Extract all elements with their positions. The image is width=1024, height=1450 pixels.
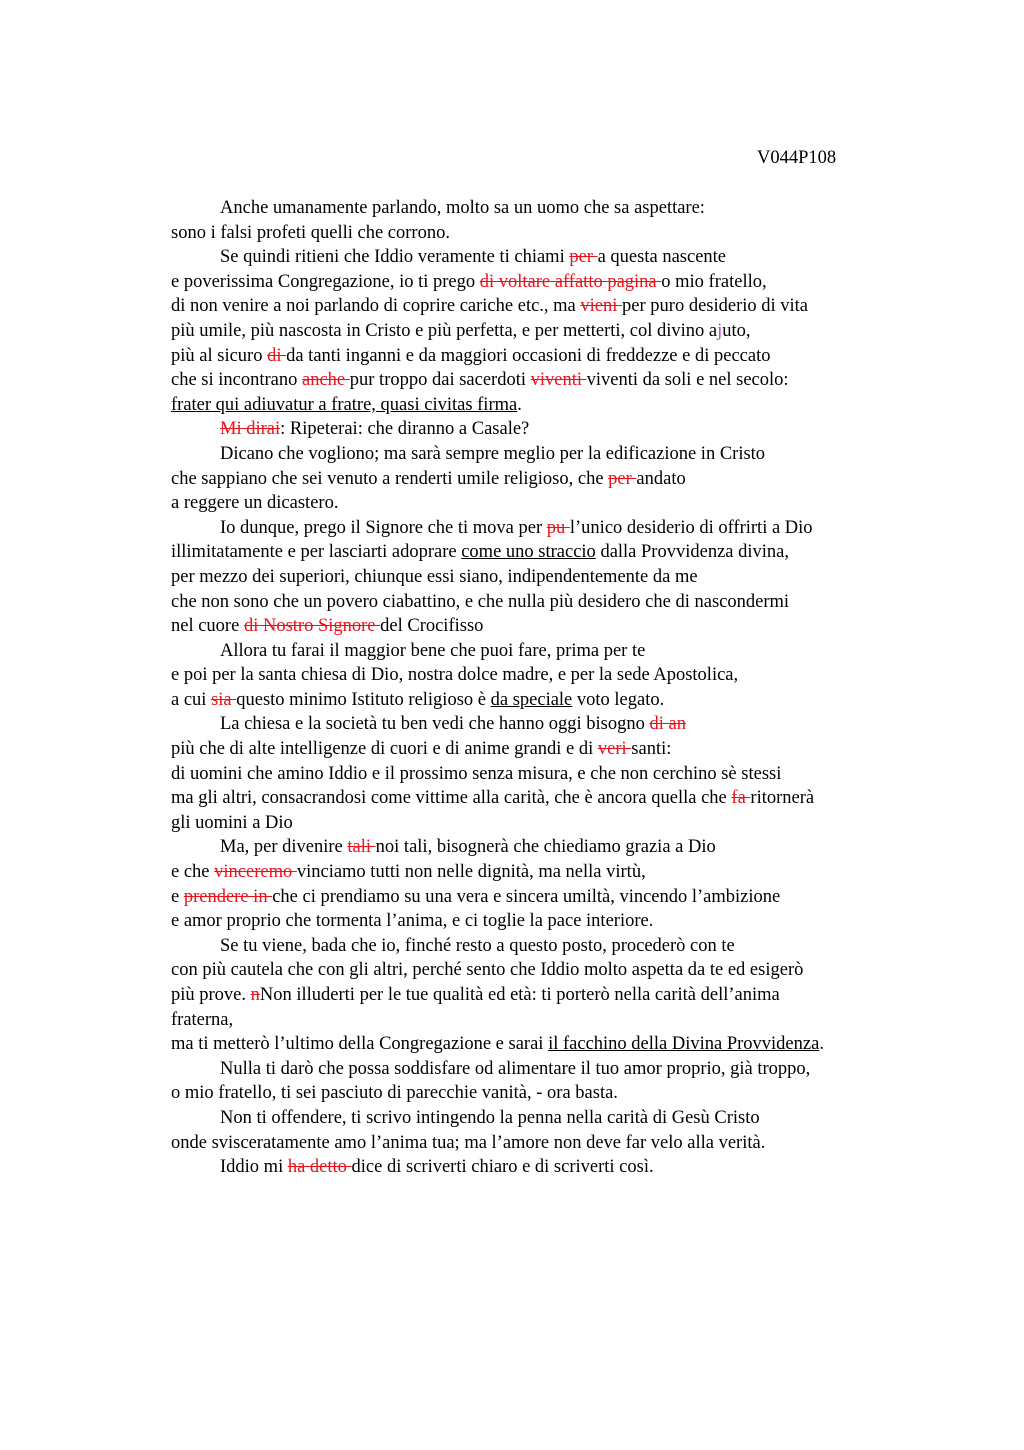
deleted-text: di an <box>649 714 686 735</box>
text-line <box>171 1131 911 1156</box>
text-run: di non venire a noi parlando di coprire cariche etc., ma <box>171 296 581 317</box>
text-line <box>171 1081 911 1106</box>
text-line <box>171 270 911 295</box>
text-line <box>171 885 911 910</box>
deleted-text: fa <box>731 788 751 809</box>
deleted-text: di <box>267 345 287 366</box>
text-run: a cui <box>171 689 212 710</box>
text-line <box>171 417 911 442</box>
text-line <box>171 196 911 221</box>
text-line <box>171 467 911 492</box>
text-line <box>171 811 911 836</box>
text-run: Non ti offendere, ti scrivo intingendo la penna nella carità di Gesù Cristo <box>220 1107 760 1128</box>
text-run: l’unico desiderio di offrirti a Dio <box>569 517 813 538</box>
text-run: a reggere un dicastero. <box>171 493 339 514</box>
text-run: andato <box>636 468 686 489</box>
text-run: ma ti metterò l’ultimo della Congregazione e sarai <box>171 1034 549 1055</box>
text-run: a questa nascente <box>597 247 727 268</box>
text-run: per puro desiderio di vita <box>622 296 809 317</box>
text-run: Dicano che vogliono; ma sarà sempre meglio per la edificazione in Cristo <box>220 443 766 464</box>
text-line <box>171 294 911 319</box>
deleted-text: pu <box>546 517 570 538</box>
text-run: che si incontrano <box>171 370 302 391</box>
text-run: e poverissima Congregazione, io ti prego <box>171 271 480 292</box>
text-run: onde svisceratamente amo l’anima tua; ma l’amore non deve far velo alla verità. <box>171 1132 766 1153</box>
text-line <box>171 245 911 270</box>
text-run: del Crocifisso <box>380 616 484 637</box>
text-line <box>171 958 911 983</box>
text-line <box>171 663 911 688</box>
text-run: Io dunque, prego il Signore che ti mova per <box>220 517 547 538</box>
underlined-text: da speciale <box>490 689 573 710</box>
text-run: ritornerà <box>750 788 815 809</box>
text-run: Anche umanamente parlando, molto sa un uomo che sa aspettare: <box>220 198 705 218</box>
text-run: per mezzo dei superiori, chiunque essi siano, indipendentemente da me <box>171 566 698 587</box>
text-run: sono i falsi profeti quelli che corrono. <box>171 222 450 243</box>
text-run: dice di scriverti chiaro e di scriverti così. <box>351 1157 654 1178</box>
text-run: Iddio mi <box>220 1157 288 1178</box>
underlined-text: il facchino della Divina Provvidenza <box>548 1034 820 1055</box>
text-line <box>171 565 911 590</box>
text-line <box>171 344 911 369</box>
deleted-text: di voltare affatto pagina <box>479 271 662 292</box>
deleted-text: sia <box>211 689 237 710</box>
text-run: che non sono che un povero ciabattino, e che nulla più desidero che di nascondermi <box>171 591 790 612</box>
text-run: dalla Provvidenza divina, <box>595 542 789 563</box>
text-run: . <box>819 1034 824 1055</box>
text-line <box>171 909 911 934</box>
text-run: questo minimo Istituto religioso è <box>236 689 491 710</box>
text-run: nel cuore <box>171 616 244 637</box>
text-run: e poi per la santa chiesa di Dio, nostra dolce madre, e per la sede Apostolica, <box>171 665 739 686</box>
text-run: : Ripeterai: che diranno a Casale? <box>280 419 530 440</box>
deleted-text: anche <box>302 370 350 391</box>
text-line <box>171 639 911 664</box>
text-run: vinciamo tutti non nelle dignità, ma nella virtù, <box>296 862 646 883</box>
text-run: più umile, più nascosta in Cristo e più perfetta, e per metterti, col divino a <box>171 320 718 341</box>
text-line <box>171 393 911 418</box>
text-line <box>171 614 911 639</box>
text-run: gli uomini a Dio <box>171 812 293 833</box>
text-line <box>171 860 911 885</box>
text-run: La chiesa e la società tu ben vedi che hanno oggi bisogno <box>220 714 650 735</box>
text-line <box>171 319 911 344</box>
deleted-text: per <box>608 468 637 489</box>
text-run: più al sicuro <box>171 345 268 366</box>
underlined-text: frater qui adiuvatur a fratre, quasi civitas firma <box>171 394 518 415</box>
inserted-text: j <box>717 320 723 341</box>
text-line <box>171 835 911 860</box>
text-run: Ma, per divenire <box>220 837 348 858</box>
text-line <box>171 712 911 737</box>
text-line <box>171 737 911 762</box>
text-run: noi tali, bisognerà che chiediamo grazia a Dio <box>375 837 716 858</box>
deleted-text: per <box>569 247 598 268</box>
text-run: illimitatamente e per lasciarti adoprare <box>171 542 462 563</box>
text-run: fraterna, <box>171 1009 234 1030</box>
letter-body <box>171 196 911 1180</box>
deleted-text: prendere in <box>183 886 273 907</box>
text-line <box>171 762 911 787</box>
deleted-text: viventi <box>530 370 587 391</box>
text-run: con più cautela che con gli altri, perché sento che Iddio molto aspetta da te ed esigerò <box>171 960 804 981</box>
deleted-text: di Nostro Signore <box>243 616 381 637</box>
deleted-text: vinceremo <box>214 862 297 883</box>
text-line <box>171 590 911 615</box>
text-run: e amor proprio che tormenta l’anima, e ci toglie la pace interiore. <box>171 911 654 932</box>
text-run: o mio fratello, ti sei pasciuto di parecchie vanità, - ora basta. <box>171 1083 618 1104</box>
text-run: di uomini che amino Iddio e il prossimo senza misura, e che non cerchino sè stessi <box>171 763 782 784</box>
text-line <box>171 688 911 713</box>
text-line <box>171 1057 911 1082</box>
deleted-text: Mi dirai <box>220 419 281 440</box>
text-run: Nulla ti darò che possa soddisfare od alimentare il tuo amor proprio, già troppo, <box>220 1058 811 1079</box>
page-reference: V044P108 <box>757 148 837 168</box>
deleted-text: veri <box>597 739 632 760</box>
text-run: più prove. <box>171 985 251 1005</box>
text-run: Non illuderti per le tue qualità ed età: ti porterò nella carità dell’anima <box>259 985 780 1005</box>
deleted-text: n <box>250 985 260 1005</box>
text-run: voto legato. <box>572 689 665 710</box>
text-line <box>171 1106 911 1131</box>
text-run: da tanti inganni e da maggiori occasioni di freddezze e di peccato <box>286 345 771 366</box>
deleted-text: ha detto <box>287 1157 352 1178</box>
text-run: più che di alte intelligenze di cuori e di anime grandi e di <box>171 739 598 760</box>
text-run: pur troppo dai sacerdoti <box>349 370 531 391</box>
text-line <box>171 516 911 541</box>
text-line <box>171 983 911 1008</box>
text-run: e <box>171 886 184 907</box>
text-line <box>171 540 911 565</box>
text-line <box>171 1032 911 1057</box>
text-run: ma gli altri, consacrandosi come vittime alla carità, che è ancora quella che <box>171 788 732 809</box>
text-run: Se quindi ritieni che Iddio veramente ti chiami <box>220 247 570 268</box>
text-line <box>171 934 911 959</box>
underlined-text: come uno straccio <box>461 542 596 563</box>
text-run: che sappiano che sei venuto a renderti umile religioso, che <box>171 468 609 489</box>
text-run: uto, <box>722 320 751 341</box>
text-line <box>171 442 911 467</box>
text-line <box>171 786 911 811</box>
text-line <box>171 491 911 516</box>
text-line <box>171 368 911 393</box>
text-run: santi: <box>631 739 672 760</box>
text-run: che ci prendiamo su una vera e sincera umiltà, vincendo l’ambizione <box>272 886 781 907</box>
text-line <box>171 221 911 246</box>
text-run: . <box>517 394 522 415</box>
text-run: Se tu viene, bada che io, finché resto a questo posto, procederò con te <box>220 935 735 956</box>
deleted-text: tali <box>347 837 376 858</box>
text-line <box>171 1155 911 1180</box>
text-run: Allora tu farai il maggior bene che puoi fare, prima per te <box>220 640 646 661</box>
text-line <box>171 1008 911 1033</box>
text-run: e che <box>171 862 215 883</box>
deleted-text: vieni <box>580 296 623 317</box>
text-run: viventi da soli e nel secolo: <box>586 370 789 391</box>
text-run: o mio fratello, <box>661 271 767 292</box>
